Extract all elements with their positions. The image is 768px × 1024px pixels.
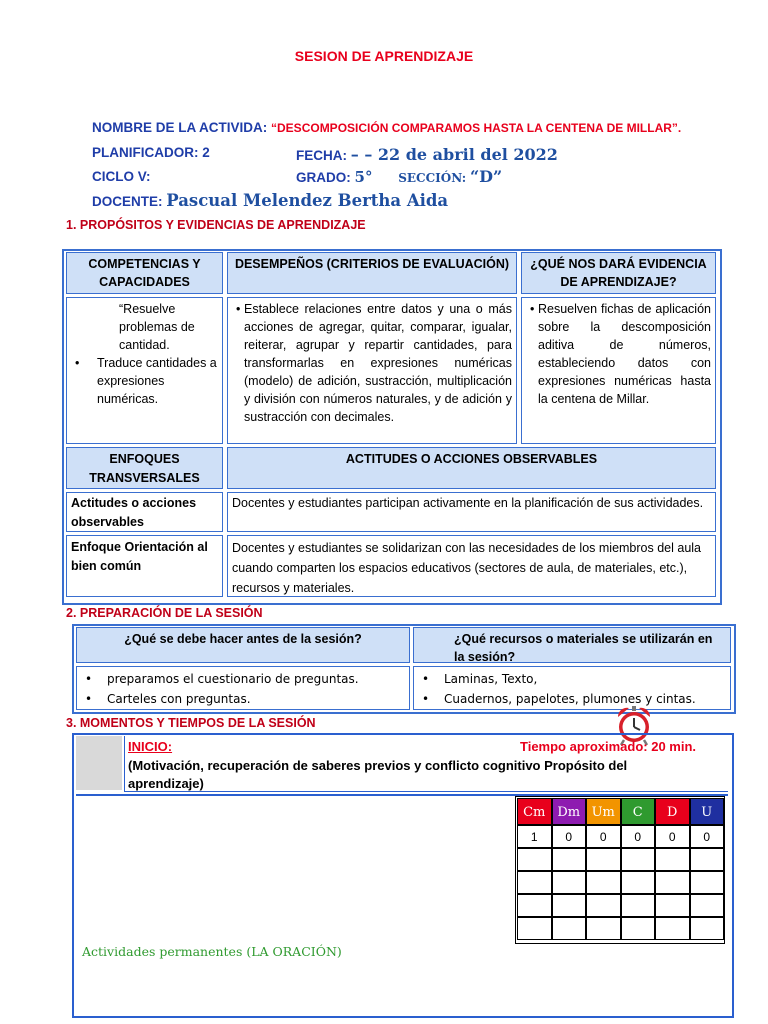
before-cell xyxy=(76,666,410,710)
cycle-label: CICLO V: xyxy=(92,169,151,184)
row2-text: Docentes y estudiantes se solidarizan con las necesidades de los miembros del aula cuando comparten los espacios educativos (sectores de aula, de materiales, etc.), recursos y materiales. xyxy=(227,535,716,597)
place-cell xyxy=(621,894,656,917)
place-cell xyxy=(655,871,690,894)
evidence-cell xyxy=(521,297,716,444)
row1-text: Docentes y estudiantes participan activamente en la planificación de sus actividades. xyxy=(227,492,716,532)
planner-label: PLANIFICADOR: 2 xyxy=(92,145,210,160)
place-cell: 0 xyxy=(552,825,587,848)
grade-label: GRADO: xyxy=(296,170,351,185)
place-cell xyxy=(655,894,690,917)
performance-text: Establece relaciones entre datos y una o más acciones de agregar, quitar, comparar, igualar, reiterar, agrupar y repartir cantidades, para transformarlas en expresiones numéricas (modelo) de adición, sustracción, multiplicación y división con números naturales, y de adición y sustracción con decimales. xyxy=(244,302,512,424)
place-cell xyxy=(690,917,725,940)
place-cell xyxy=(517,917,552,940)
place-cell: 0 xyxy=(621,825,656,848)
place-cell xyxy=(586,848,621,871)
section-label: SECCIÓN: xyxy=(398,171,467,185)
place-cell xyxy=(586,917,621,940)
section1-heading: 1. PROPÓSITOS Y EVIDENCIAS DE APRENDIZAJE xyxy=(66,218,366,232)
start-label: INICIO: xyxy=(128,739,173,754)
before-item-2: • Carteles con preguntas. xyxy=(81,689,405,709)
place-cell xyxy=(552,894,587,917)
col-performances: DESEMPEÑOS (CRITERIOS DE EVALUACIÓN) xyxy=(227,252,517,294)
actitudes-header: ACTITUDES O ACCIONES OBSERVABLES xyxy=(227,447,716,489)
place-cell: 0 xyxy=(655,825,690,848)
place-cell xyxy=(655,917,690,940)
time-label: Tiempo aproximado: 20 min. xyxy=(520,739,697,754)
place-cell xyxy=(552,848,587,871)
row1-label: Actitudes o acciones observables xyxy=(66,492,223,532)
place-cell xyxy=(552,871,587,894)
date-value: – – 22 de abril del 2022 xyxy=(350,145,558,164)
place-cell xyxy=(621,871,656,894)
date-label: FECHA: xyxy=(296,148,347,163)
teacher-label: DOCENTE: xyxy=(92,194,163,209)
col-before: ¿Qué se debe hacer antes de la sesión? xyxy=(76,627,410,663)
place-cell xyxy=(586,894,621,917)
grade-line xyxy=(296,167,502,186)
place-cell xyxy=(586,871,621,894)
place-cell xyxy=(655,848,690,871)
place-cell xyxy=(621,917,656,940)
place-cell: 0 xyxy=(586,825,621,848)
place-cell xyxy=(690,894,725,917)
resources-item-2: • Cuadernos, papelotes, plumones y cintas. xyxy=(418,689,726,709)
place-header-cm: Cm xyxy=(517,798,552,825)
section3-heading: 3. MOMENTOS Y TIEMPOS DE LA SESIÓN xyxy=(66,716,316,730)
activity-line xyxy=(92,120,681,135)
gray-cell xyxy=(76,736,122,790)
place-cell xyxy=(552,917,587,940)
place-cell xyxy=(517,871,552,894)
col-competencies: COMPETENCIAS Y CAPACIDADES xyxy=(66,252,223,294)
date-line xyxy=(296,145,558,164)
resources-cell xyxy=(413,666,731,710)
place-header-c: C xyxy=(621,798,656,825)
section2-heading: 2. PREPARACIÓN DE LA SESIÓN xyxy=(66,606,263,620)
grade-value: 5° xyxy=(354,168,373,186)
evidence-text: Resuelven fichas de aplicación sobre la descomposición aditiva de números, estableciendo datos con expresiones numéricas hasta la centena de Millar. xyxy=(538,302,711,406)
place-cell xyxy=(517,848,552,871)
teacher-value: Pascual Melendez Bertha Aida xyxy=(166,191,449,210)
row2-label: Enfoque Orientación al bien común xyxy=(66,535,223,597)
competence-cell xyxy=(66,297,223,444)
place-header-u: U xyxy=(690,798,725,825)
page-title: SESION DE APRENDIZAJE xyxy=(294,48,474,64)
activity-label: NOMBRE DE LA ACTIVIDA: xyxy=(92,120,268,135)
before-item-1: • preparamos el cuestionario de preguntas. xyxy=(81,669,405,689)
section-value: “D” xyxy=(469,167,503,186)
performance-item xyxy=(232,300,512,426)
place-header-dm: Dm xyxy=(552,798,587,825)
col-resources: ¿Qué recursos o materiales se utilizarán en la sesión? xyxy=(413,627,731,663)
place-cell: 0 xyxy=(690,825,725,848)
permanent-activities: Actividades permanentes (LA ORACIÓN) xyxy=(82,944,342,959)
activity-value: “DESCOMPOSICIÓN COMPARAMOS HASTA LA CENTENA DE MILLAR”. xyxy=(271,121,682,135)
performance-cell xyxy=(227,297,517,444)
resources-item-1: • Laminas, Texto, xyxy=(418,669,726,689)
place-cell: 1 xyxy=(517,825,552,848)
capacity-item xyxy=(71,354,218,408)
place-header-d: D xyxy=(655,798,690,825)
start-description: (Motivación, recuperación de saberes previos y conflicto cognitivo Propósito del aprendizaje) xyxy=(128,758,628,791)
place-cell xyxy=(690,848,725,871)
evidence-item xyxy=(526,300,711,408)
place-cell xyxy=(690,871,725,894)
place-cell xyxy=(621,848,656,871)
competence-text: “Resuelve problemas de cantidad. xyxy=(119,302,195,352)
teacher-line xyxy=(92,191,448,210)
capacity-text: Traduce cantidades a expresiones numéricas. xyxy=(97,356,217,406)
enfoques-header: ENFOQUES TRANSVERSALES xyxy=(66,447,223,489)
col-evidence: ¿QUÉ NOS DARÁ EVIDENCIA DE APRENDIZAJE? xyxy=(521,252,716,294)
place-header-um: Um xyxy=(586,798,621,825)
place-cell xyxy=(517,894,552,917)
